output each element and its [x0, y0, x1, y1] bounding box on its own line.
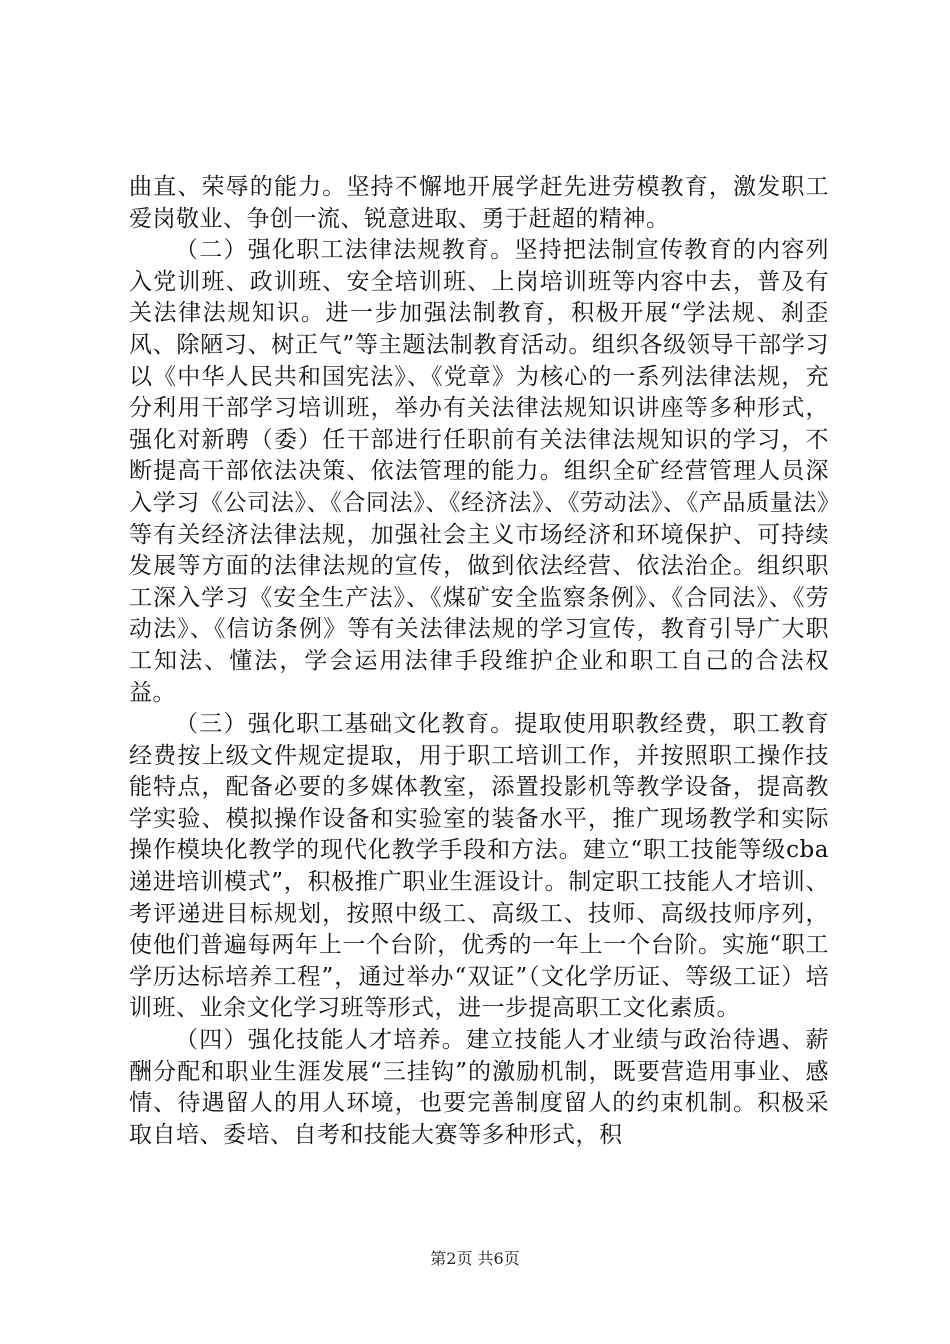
paragraph-culture-education: （三）强化职工基础文化教育。提取使用职教经费，职工教育经费按上级文件规定提取，用于职工培训工作，并按照职工操作技能特点，配备必要的多媒体教室，添置投影机等教学设备，提高教学实验、模拟操作设备和实验室的装备水平，推广现场教学和实际操作模块化教学的现代化教学手段和方法。建立“职工技能等级cba递进培训模式”，积极推广职业生涯设计。制定职工技能人才培训、考评递进目标规划，按照中级工、高级工、技师、高级技师序列，使他们普遍每两年上一个台阶，优秀的一年上一个台阶。实施“职工学历达标培养工程”，通过举办“双证”（文化学历证、等级工证）培训班、业余文化学习班等形式，进一步提高职工文化素质。 — [129, 711, 829, 1022]
paragraph-skill-talent: （四）强化技能人才培养。建立技能人才业绩与政治待遇、薪酬分配和职业生涯发展“三挂钩”的激励机制，既要营造用事业、感情、待遇留人的用人环境，也要完善制度留人的约束机制。积极采取自培、委培、自考和技能大赛等多种形式，积 — [129, 1027, 829, 1148]
paragraph-continuation: 曲直、荣辱的能力。坚持不懈地开展学赶先进劳模教育，激发职工爱岗敬业、争创一流、锐意进取、勇于赶超的精神。 — [129, 174, 829, 232]
paragraph-legal-education: （二）强化职工法律法规教育。坚持把法制宣传教育的内容列入党训班、政训班、安全培训班、上岗培训班等内容中去，普及有关法律法规知识。进一步加强法制教育，积极开展“学法规、刹歪风、除陋习、树正气”等主题法制教育活动。组织各级领导干部学习以《中华人民共和国宪法》、《党章》为核心的一系列法律法规，充分利用干部学习培训班，举办有关法律法规知识讲座等多种形式，强化对新聘（委）任干部进行任职前有关法律法规知识的学习，不断提高干部依法决策、依法管理的能力。组织全矿经营管理人员深入学习《公司法》、《合同法》、《经济法》、《劳动法》、《产品质量法》等有关经济法律法规，加强社会主义市场经济和环境保护、可持续发展等方面的法律法规的宣传，做到依法经营、依法治企。组织职工深入学习《安全生产法》、《煤矿安全监察条例》、《合同法》、《劳动法》、《信访条例》等有关法律法规的学习宣传，教育引导广大职工知法、懂法，学会运用法律手段维护企业和职工自己的合法权益。 — [129, 237, 829, 706]
page-number-footer: 第2页 共6页 — [430, 1249, 520, 1268]
document-body — [129, 172, 829, 1151]
